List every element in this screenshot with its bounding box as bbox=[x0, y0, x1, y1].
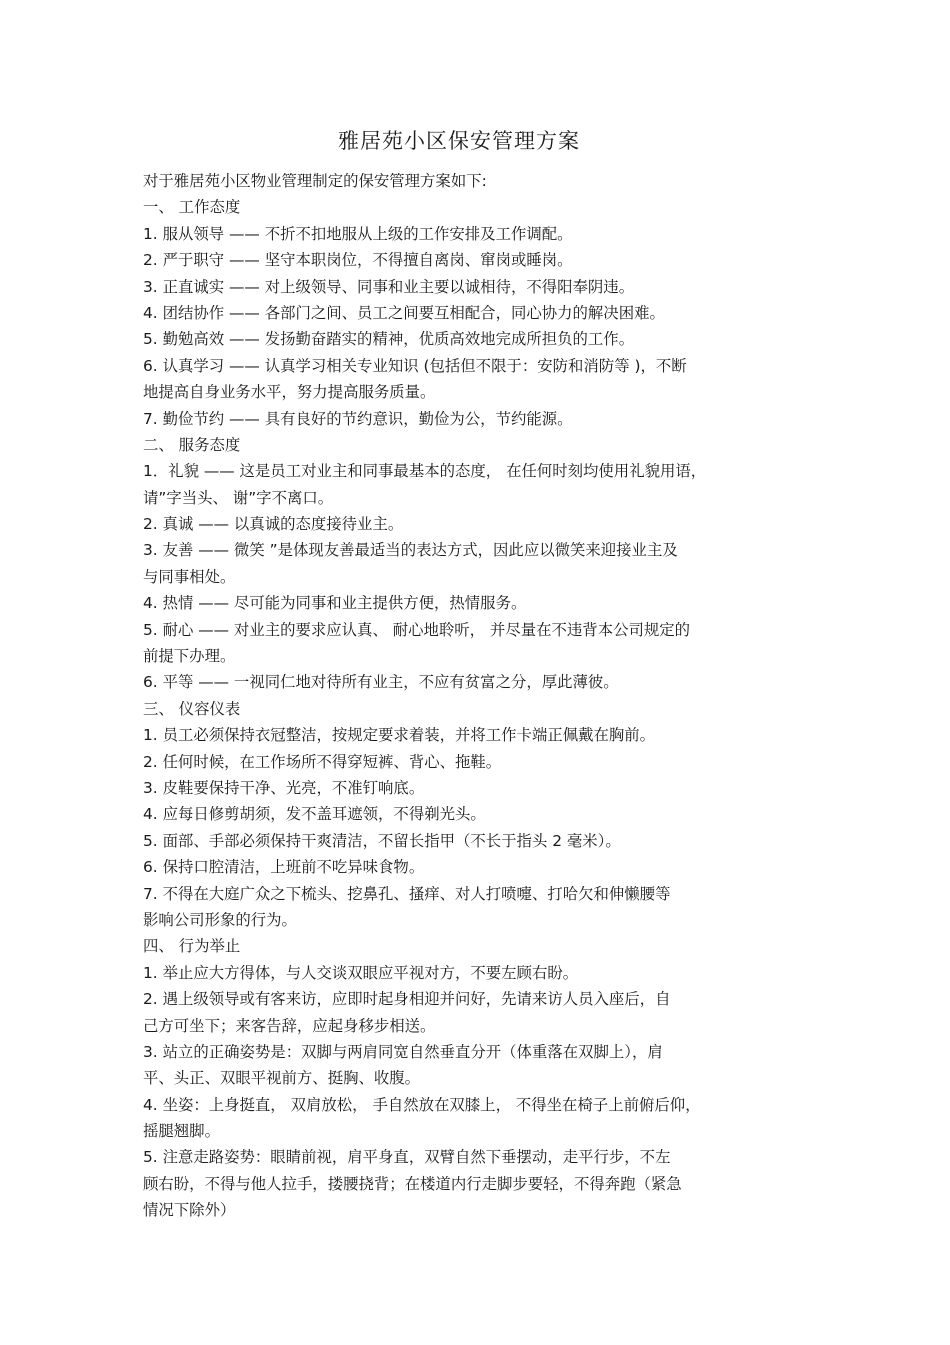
list-item: 3. 正直诚实 —— 对上级领导、同事和业主要以诚相待，不得阳奉阴违。 bbox=[143, 277, 635, 296]
list-item: 2. 任何时候，在工作场所不得穿短裤、背心、拖鞋。 bbox=[143, 752, 502, 771]
list-item: 1. 举止应大方得体，与人交谈双眼应平视对方，不要左顾右盼。 bbox=[143, 963, 579, 982]
list-item: 4. 团结协作 —— 各部门之间、员工之间要互相配合，同心协力的解决困难。 bbox=[143, 303, 665, 322]
list-item-continuation: 摇腿翘脚。 bbox=[143, 1122, 220, 1141]
section-heading-appearance: 三、 仪容仪表 bbox=[143, 699, 241, 718]
list-item-continuation: 请”字当头、 谢”字不离口。 bbox=[143, 488, 334, 507]
list-item: 2. 严于职守 —— 坚守本职岗位，不得擅自离岗、窜岗或睡岗。 bbox=[143, 251, 573, 270]
intro-line: 对于雅居苑小区物业管理制定的保安管理方案如下: bbox=[143, 172, 487, 190]
document-title: 雅居苑小区保安管理方案 bbox=[338, 129, 580, 153]
list-item: 2. 遇上级领导或有客来访，应即时起身相迎并问好，先请来访人员入座后，自 bbox=[143, 990, 671, 1009]
list-item: 6. 平等 —— 一视同仁地对待所有业主，不应有贫富之分，厚此薄彼。 bbox=[143, 673, 619, 692]
list-item: 5. 注意走路姿势：眼睛前视，肩平身直，双臂自然下垂摆动，走平行步，不左 bbox=[143, 1148, 671, 1167]
document-body bbox=[143, 168, 823, 1224]
list-item: 7. 勤俭节约 —— 具有良好的节约意识，勤俭为公，节约能源。 bbox=[143, 409, 573, 428]
list-item: 3. 皮鞋要保持干净、光亮，不准钉响底。 bbox=[143, 778, 425, 797]
list-item: 3. 站立的正确姿势是：双脚与两肩同宽自然垂直分开（体重落在双脚上），肩 bbox=[143, 1042, 663, 1061]
list-item: 1．礼貌 —— 这是员工对业主和同事最基本的态度， 在任何时刻均使用礼貌用语， bbox=[143, 462, 707, 481]
list-item-continuation: 影响公司形象的行为。 bbox=[143, 910, 297, 929]
list-item: 5. 面部、手部必须保持干爽清洁，不留长指甲（不长于指头 2 毫米）。 bbox=[143, 831, 621, 850]
list-item: 1. 服从领导 —— 不折不扣地服从上级的工作安排及工作调配。 bbox=[143, 224, 573, 243]
list-item: 5. 耐心 —— 对业主的要求应认真、 耐心地聆听， 并尽量在不违背本公司规定的 bbox=[143, 620, 691, 639]
list-item: 3. 友善 —— 微笑 ”是体现友善最适当的表达方式，因此应以微笑来迎接业主及 bbox=[143, 541, 678, 560]
list-item-continuation: 己方可坐下；来客告辞，应起身移步相送。 bbox=[143, 1016, 436, 1035]
section-heading-service-attitude: 二、 服务态度 bbox=[143, 435, 241, 454]
list-item-continuation: 与同事相处。 bbox=[143, 567, 236, 586]
list-item: 2. 真诚 —— 以真诚的态度接待业主。 bbox=[143, 515, 404, 534]
list-item-continuation: 地提高自身业务水平，努力提高服务质量。 bbox=[143, 383, 436, 402]
list-item: 7. 不得在大庭广众之下梳头、挖鼻孔、搔痒、对人打喷嚏、打哈欠和伸懒腰等 bbox=[143, 884, 671, 903]
list-item-continuation: 前提下办理。 bbox=[143, 647, 236, 666]
list-item-continuation: 顾右盼，不得与他人拉手，搂腰挠背；在楼道内行走脚步要轻，不得奔跑（紧急 bbox=[143, 1174, 682, 1193]
list-item: 1. 员工必须保持衣冠整洁，按规定要求着装，并将工作卡端正佩戴在胸前。 bbox=[143, 726, 656, 745]
list-item-continuation: 平、头正、双眼平视前方、挺胸、收腹。 bbox=[143, 1069, 421, 1088]
list-item: 6. 保持口腔清洁，上班前不吃异味食物。 bbox=[143, 858, 425, 877]
list-item: 5. 勤勉高效 —— 发扬勤奋踏实的精神，优质高效地完成所担负的工作。 bbox=[143, 330, 635, 349]
list-item: 4. 坐姿：上身挺直， 双肩放松， 手自然放在双膝上， 不得坐在椅子上前俯后仰， bbox=[143, 1095, 701, 1114]
section-heading-work-attitude: 一、 工作态度 bbox=[143, 198, 241, 217]
section-heading-behavior: 四、 行为举止 bbox=[143, 937, 241, 956]
list-item: 4. 热情 —— 尽可能为同事和业主提供方便，热情服务。 bbox=[143, 594, 527, 613]
list-item: 4. 应每日修剪胡须，发不盖耳遮领，不得剃光头。 bbox=[143, 805, 486, 824]
list-item-continuation: 情况下除外） bbox=[143, 1201, 236, 1220]
list-item: 6. 认真学习 —— 认真学习相关专业知识 (包括但不限于：安防和消防等 )，不断 bbox=[143, 356, 687, 375]
